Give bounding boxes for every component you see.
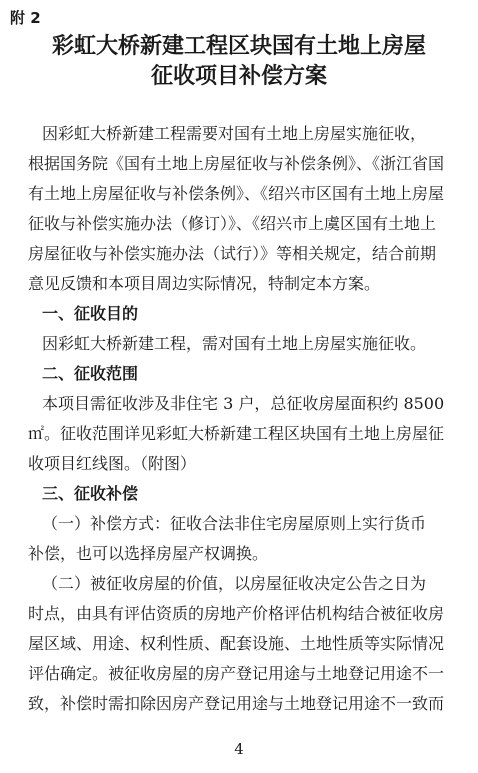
- title-line-2: 征收项目补偿方案: [150, 64, 327, 89]
- body-line: 根据国务院《国有土地上房屋征收与补偿条例》、《浙江省国: [28, 154, 445, 173]
- body-line: 时点，由具有评估资质的房地产价格评估机构结合被征收房: [28, 604, 445, 623]
- body-line: 房屋征收与补偿实施办法（试行）》等相关规定，结合前期: [28, 244, 437, 263]
- body-line: 补偿，也可以选择房屋产权调换。: [28, 544, 269, 563]
- body-line: 征收与补偿实施办法（修订）》、《绍兴市上虞区国有土地上: [28, 214, 437, 233]
- body-line: 屋区域、用途、权利性质、配套设施、土地性质等实际情况: [28, 634, 445, 653]
- body-line: （一）补偿方式：征收合法非住宅房屋原则上实行货币: [42, 514, 427, 533]
- attachment-label: 附 2: [10, 9, 41, 27]
- section-heading-purpose: 一、征收目的: [42, 304, 139, 323]
- section-heading-compensation: 三、征收补偿: [42, 484, 139, 503]
- body-line: （二）被征收房屋的价值，以房屋征收决定公告之日为: [42, 574, 427, 593]
- body-line: ㎡。征收范围详见彩虹大桥新建工程区块国有土地上房屋征: [28, 424, 445, 443]
- body-line: 致，补偿时需扣除因房产登记用途与土地登记用途不一致而: [28, 694, 445, 713]
- body-line: 因彩虹大桥新建工程需要对国有土地上房屋实施征收，: [42, 124, 427, 143]
- body-line: 评估确定。被征收房屋的房产登记用途与土地登记用途不一: [28, 664, 445, 683]
- section-heading-scope: 二、征收范围: [42, 364, 139, 383]
- title-line-1: 彩虹大桥新建工程区块国有土地上房屋: [51, 34, 426, 59]
- page-number: 4: [234, 740, 244, 758]
- body-line: 因彩虹大桥新建工程，需对国有土地上房屋实施征收。: [42, 334, 427, 353]
- body-line: 本项目需征收涉及非住宅 3 户，总征收房屋面积约 8500: [42, 394, 445, 413]
- body-line: 意见反馈和本项目周边实际情况，特制定本方案。: [28, 274, 381, 293]
- body-line: 有土地上房屋征收与补偿条例》、《绍兴市区国有土地上房屋: [28, 184, 445, 203]
- body-line: 收项目红线图。（附图）: [28, 454, 197, 473]
